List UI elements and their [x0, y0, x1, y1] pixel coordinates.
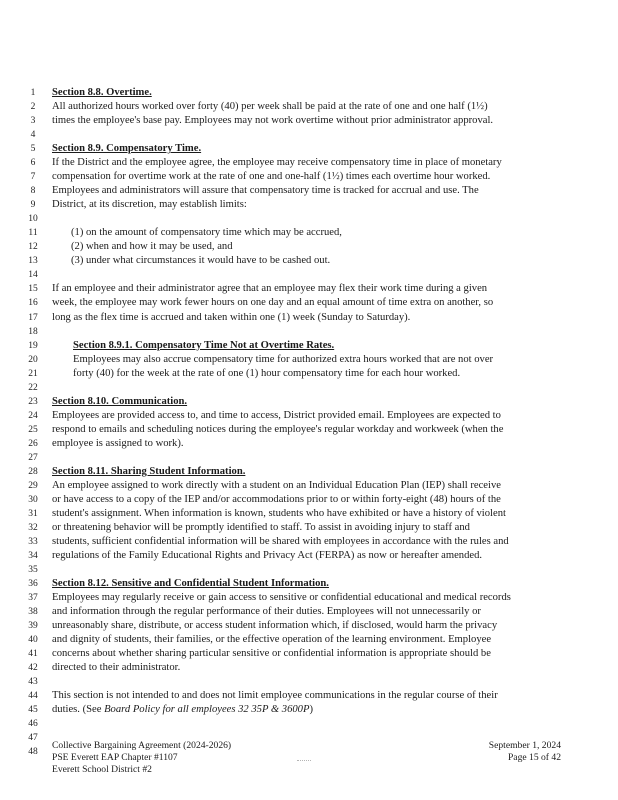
line-text-content: and information through the regular performance of their duties. Employees will not unnecessarily or [52, 606, 481, 618]
line-text-content: Employees are provided access to, and time to access, District provided email. Employees are expected to [52, 409, 501, 421]
line-number: 28 [28, 466, 38, 477]
line-text [52, 633, 491, 647]
line-number: 48 [28, 747, 38, 758]
line-text-content: respond to emails and scheduling notices during the employee's regular workday and workweek (when the [52, 423, 504, 435]
line-number: 15 [28, 284, 38, 295]
line-text-content: long as the flex time is accrued and taken within one (1) week (Sunday to Saturday). [52, 311, 411, 323]
line-text [52, 409, 501, 423]
line-number: 14 [28, 270, 38, 281]
line-text [71, 254, 330, 268]
line-number: 11 [28, 228, 38, 239]
line-text [52, 156, 502, 170]
line-number: 19 [28, 340, 38, 351]
line-number: 1 [30, 88, 36, 98]
line-text-content: employee is assigned to work). [52, 437, 184, 449]
line-text-content: (1) on the amount of compensatory time which may be accrued, [71, 227, 342, 239]
line-number: 3 [30, 116, 36, 127]
line-number: 44 [28, 691, 38, 702]
section-heading [52, 465, 245, 479]
line-text-content: or have access to a copy of the IEP and/or accommodations prior to or within forty-eight (48) hours of the [52, 493, 501, 505]
line-number: 26 [28, 438, 38, 449]
line-number: 18 [28, 326, 38, 337]
line-number: 7 [30, 172, 36, 183]
line-number: 35 [28, 565, 38, 575]
line-text [52, 296, 493, 310]
line-number: 17 [28, 312, 38, 323]
line-text [52, 549, 482, 563]
line-number: 4 [30, 130, 36, 141]
line-text-content: Section 8.9.1. Compensatory Time Not at Overtime Rates. [73, 339, 335, 351]
line-text [52, 689, 498, 703]
line-number: 33 [28, 537, 38, 547]
footer-right [489, 740, 561, 764]
line-text [52, 605, 481, 619]
line-number: 8 [30, 186, 36, 197]
line-number: 42 [28, 663, 38, 674]
line-number: 38 [28, 607, 38, 618]
line-number: 43 [28, 677, 38, 688]
line-number: 22 [28, 382, 38, 393]
line-text [52, 661, 180, 675]
scan-artifact [297, 760, 311, 761]
section-heading [73, 339, 334, 353]
line-number: 9 [30, 200, 36, 211]
line-text-content: Employees and administrators will assure that compensatory time is tracked for accrual and use. The [52, 185, 479, 197]
line-number: 29 [28, 480, 38, 491]
line-text-content: If the District and the employee agree, the employee may receive compensatory time in place of monetary [52, 157, 502, 169]
line-text [52, 535, 509, 549]
line-text-content: District, at its discretion, may establish limits: [52, 199, 247, 211]
line-text-content: compensation for overtime work at the rate of one and one-half (1½) times each overtime hour worked. [52, 171, 491, 183]
section-heading [52, 86, 152, 100]
footer-chapter: PSE Everett EAP Chapter #1107 [52, 752, 178, 763]
line-text-tail: ) [309, 704, 313, 716]
line-number: 40 [28, 635, 38, 646]
line-text [52, 493, 501, 507]
line-text [52, 647, 491, 661]
line-number: 39 [28, 621, 38, 632]
section-heading [52, 142, 201, 156]
line-text-content: Section 8.11. Sharing Student Information. [52, 465, 246, 477]
line-text-content: and dignity of students, their families, or the effective operation of the learning environment. Employee [52, 634, 492, 646]
footer-date: September 1, 2024 [488, 740, 561, 751]
section-heading [52, 577, 329, 591]
line-text-content: (2) when and how it may be used, and [71, 241, 233, 253]
line-text [52, 170, 490, 184]
footer-page-number: Page 15 of 42 [507, 752, 561, 763]
footer-left [52, 740, 231, 776]
line-number: 10 [28, 214, 38, 225]
line-text [52, 114, 493, 128]
line-number: 24 [28, 410, 38, 421]
line-text [73, 353, 493, 367]
line-text [52, 591, 511, 605]
line-text [52, 619, 497, 633]
footer-agreement-title: Collective Bargaining Agreement (2024-2026) [52, 740, 232, 751]
line-number: 13 [28, 256, 38, 267]
line-text-content: If an employee and their administrator agree that an employee may flex their work time during a given [52, 283, 488, 295]
line-number: 23 [28, 396, 38, 407]
line-text-content: regulations of the Family Educational Rights and Privacy Act (FERPA) as now or hereafter amended. [52, 550, 483, 561]
line-text-content: forty (40) for the week at the rate of one (1) hour compensatory time for each hour worked. [73, 367, 461, 379]
line-text [73, 367, 460, 381]
line-text [52, 311, 410, 325]
line-text-content: An employee assigned to work directly with a student on an Individual Education Plan (IEP) shall receive [52, 479, 501, 491]
section-heading [52, 395, 187, 409]
line-text-content: Section 8.10. Communication. [52, 395, 188, 407]
line-text [52, 198, 247, 212]
line-number: 34 [28, 551, 38, 561]
line-text-content: directed to their administrator. [52, 662, 181, 674]
line-number: 25 [28, 424, 38, 435]
line-text [52, 479, 501, 493]
line-text [52, 703, 313, 717]
line-text-content: duties. (See [52, 704, 105, 716]
line-number: 30 [28, 494, 38, 505]
footer-district: Everett School District #2 [52, 764, 152, 775]
line-number: 41 [28, 649, 38, 660]
policy-reference: Board Policy for all employees 32 35P & 3600P [104, 704, 310, 716]
line-text-content: Employees may also accrue compensatory time for authorized extra hours worked that are not over [73, 353, 494, 365]
line-number: 37 [28, 593, 38, 604]
line-text [71, 240, 233, 254]
line-text-content: times the employee's base pay. Employees may not work overtime without prior administrator approval. [52, 115, 494, 127]
line-number: 21 [28, 368, 38, 379]
line-text-content: This section is not intended to and does not limit employee communications in the regular course of their [52, 690, 498, 702]
line-text-content: Section 8.9. Compensatory Time. [52, 143, 202, 155]
line-text [52, 521, 470, 535]
line-number: 27 [28, 452, 38, 463]
line-number: 20 [28, 354, 38, 365]
line-number: 12 [28, 242, 38, 253]
line-number: 2 [30, 102, 36, 112]
line-text-content: (3) under what circumstances it would have to be cashed out. [71, 255, 331, 267]
line-text-content: student's assignment. When information is known, students who have exhibited or have a history of violent [52, 507, 506, 519]
line-text [71, 226, 342, 240]
line-text-content: Section 8.12. Sensitive and Confidential Student Information. [52, 578, 329, 589]
line-text [52, 423, 503, 437]
line-number: 5 [30, 144, 36, 155]
line-text-content: or threatening behavior will be promptly identified to staff. To assist in avoiding injury to staff and [52, 521, 470, 533]
line-text-content: concerns about whether sharing particular sensitive or confidential information is appropriate should be [52, 648, 491, 660]
line-text [52, 282, 487, 296]
line-text-content: All authorized hours worked over forty (40) per week shall be paid at the rate of one and one half (1½) [52, 101, 488, 112]
line-text [52, 507, 506, 521]
line-text [52, 437, 184, 451]
line-text-content: Section 8.8. Overtime. [52, 87, 152, 98]
line-number: 36 [28, 579, 38, 589]
line-number: 16 [28, 298, 38, 309]
line-text-content: Employees may regularly receive or gain access to sensitive or confidential educational and medical records [52, 592, 511, 604]
line-number: 46 [28, 719, 38, 730]
line-number: 31 [28, 508, 38, 519]
line-number: 47 [28, 733, 38, 744]
line-number: 32 [28, 522, 38, 533]
line-text-content: students, sufficient confidential information will be shared with employees in accordance with the rules and [52, 536, 509, 547]
line-text-content: week, the employee may work fewer hours on one day and an equal amount of time extra on another, so [52, 297, 494, 309]
line-text [52, 184, 479, 198]
line-text [52, 100, 488, 114]
line-text-content: unreasonably share, distribute, or access student information which, if disclosed, would harm the privacy [52, 620, 498, 632]
line-number: 45 [28, 705, 38, 716]
line-number: 6 [30, 158, 36, 169]
